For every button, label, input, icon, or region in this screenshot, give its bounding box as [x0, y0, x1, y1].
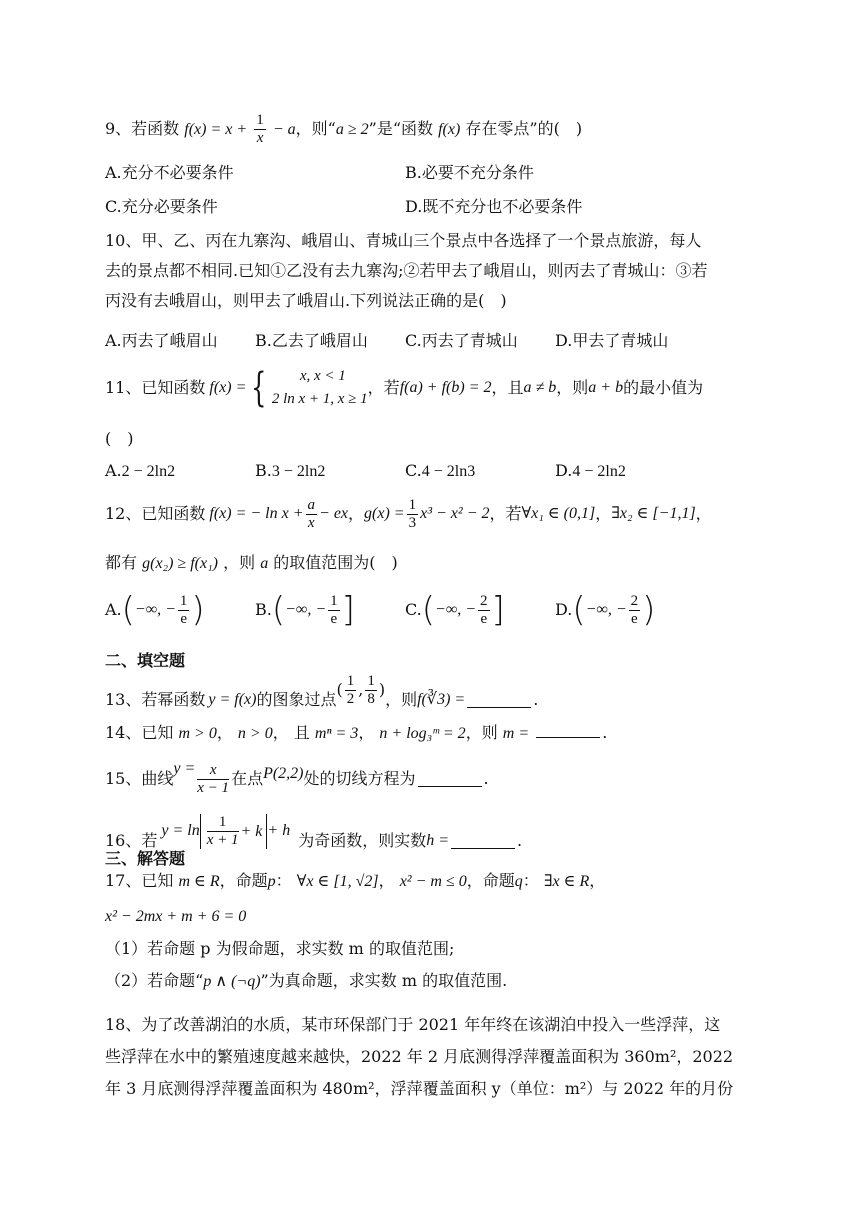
- q18-line-1: 18、为了改善湖泊的水质，某市环保部门于 2021 年年终在该湖泊中投入一些浮萍，这: [105, 1015, 721, 1034]
- q11-cases: x, x < 1 2 ln x + 1, x ≥ 1: [271, 368, 368, 407]
- q10-line-2: 去的景点都不相同.已知①乙没有去九寨沟;②若甲去了峨眉山，则丙去了青城山：③若: [105, 261, 708, 280]
- section-title-fill-in: 二、填空题: [105, 651, 186, 670]
- q10-line-3: 丙没有去峨眉山，则甲去了峨眉山.下列说法正确的是( ): [105, 291, 507, 310]
- q9-option-a: A.充分不必要条件: [105, 163, 234, 182]
- q16-answer-blank[interactable]: [451, 834, 515, 849]
- q11-option-d: D.4 − 2ln2: [555, 461, 626, 480]
- q9-fraction: $\frac{1}{x}$: [256, 112, 264, 146]
- q9-function: f(x) = x +: [184, 121, 248, 138]
- q12-g-function: g(x) =: [364, 505, 405, 522]
- q9-option-c: C.充分必要条件: [105, 197, 218, 216]
- q17-equation: x² − 2mx + m + 6 = 0: [105, 908, 247, 925]
- question-12-stem: 12、已知函数 f(x) = − ln x + $\frac{a}{x}$ − ex ， g(x) = $\frac{1}{3}$ x³ − x² − 2 ，若 ∀x₁ ∈ (0,1] ， ∃x₂ ∈ [−1,1] ，: [105, 496, 712, 531]
- q10-option-a: A.丙去了峨眉山: [105, 331, 218, 350]
- question-9-stem: 9、若函数 f(x) = x + $\frac{1}{x}$ − a，则“a ≥ 2”是“函数 f(x) 存在零点”的( ): [105, 112, 583, 146]
- question-17-stem: 17、已知 m ∈ R，命题p： ∀x ∈ [1, √2]， x² − m ≤ 0，命题q： ∃x ∈ R，: [105, 871, 606, 890]
- q10-option-d: D.甲去了青城山: [555, 331, 669, 350]
- q9-option-b: B.必要不充分条件: [405, 163, 534, 182]
- q17-sub-1: （1）若命题 p 为假命题，求实数 m 的取值范围;: [105, 939, 455, 958]
- q16-absolute-value: $\frac{1}{x + 1}$ + k: [200, 814, 268, 849]
- q10-option-b: B.乙去了峨眉山: [255, 331, 368, 350]
- q10-line-1: 10、甲、乙、丙在九寨沟、峨眉山、青城山三个景点中各选择了一个景点旅游，每人: [105, 231, 702, 250]
- q12-option-b: B. ( −∞, − $\frac{1}{e}$ ]: [255, 590, 355, 630]
- section-title-solutions: 三、解答题: [105, 849, 186, 868]
- q11-brace: {: [251, 365, 267, 411]
- q9-text: 9、若函数: [105, 119, 180, 138]
- q12-f-function: f(x) = − ln x +: [209, 505, 304, 522]
- q11-option-a: A.2 − 2ln2: [105, 461, 176, 480]
- q9-condition: a ≥ 2: [335, 121, 369, 138]
- q17-sub-2: （2）若命题“p ∧ (¬q)”为真命题，求实数 m 的取值范围.: [105, 971, 508, 990]
- q12-line-2: 都有 g(x₂) ≥ f(x₁) ，则 a 的取值范围为( ): [105, 553, 398, 572]
- q10-option-c: C.丙去了青城山: [405, 331, 518, 350]
- q9-option-d: D.既不充分也不必要条件: [405, 197, 583, 216]
- q11-option-b: B.3 − 2ln2: [255, 461, 326, 480]
- q18-line-3: 年 3 月底测得浮萍覆盖面积为 480m²，浮萍覆盖面积 y（单位：m²）与 2022 年的月份: [105, 1079, 734, 1098]
- q12-option-a: A. ( −∞, − $\frac{1}{e}$ ): [105, 590, 205, 630]
- question-15: 15、曲线 y = $\frac{x}{x - 1}$ 在点 P(2,2) 处的切线方程为 .: [105, 760, 489, 796]
- q14-answer-blank[interactable]: [536, 723, 600, 738]
- q12-option-d: D. ( −∞, − $\frac{2}{e}$ ): [555, 590, 656, 630]
- question-11-stem: 11、已知函数 f(x) = { x, x < 1 2 ln x + 1, x ≥ 1 ，若 f(a) + f(b) = 2 ，且 a ≠ b ，则 a + b 的最小值为: [105, 365, 704, 411]
- q12-option-c: C. ( −∞, − $\frac{2}{e}$ ]: [405, 590, 505, 630]
- question-14: 14、已知 m > 0， n > 0， 且 mⁿ = 3， n + log₃ᵐ = 2，则 m = .: [105, 723, 608, 742]
- q15-answer-blank[interactable]: [418, 772, 482, 787]
- q13-point: ( $\frac{1}{2}$ , $\frac{1}{8}$ ): [336, 672, 386, 707]
- q18-line-2: 些浮萍在水中的繁殖速度越来越快，2022 年 2 月底测得浮萍覆盖面积为 360m²，2022: [105, 1047, 734, 1066]
- question-13: 13、若幂函数 y = f(x) 的图象过点 ( $\frac{1}{2}$ , $\frac{1}{8}$ ) ，则 f(∛3) = .: [105, 672, 539, 709]
- question-16: 16、若 y = ln $\frac{1}{x + 1}$ + k + h 为奇函数，则实数 h = .: [105, 813, 523, 850]
- q11-paren: ( ): [105, 429, 134, 448]
- q9-function-tail: − a: [272, 121, 296, 138]
- q11-function: f(x) =: [209, 379, 247, 396]
- q13-answer-blank[interactable]: [467, 693, 531, 708]
- q11-option-c: C.4 − 2ln3: [405, 461, 476, 480]
